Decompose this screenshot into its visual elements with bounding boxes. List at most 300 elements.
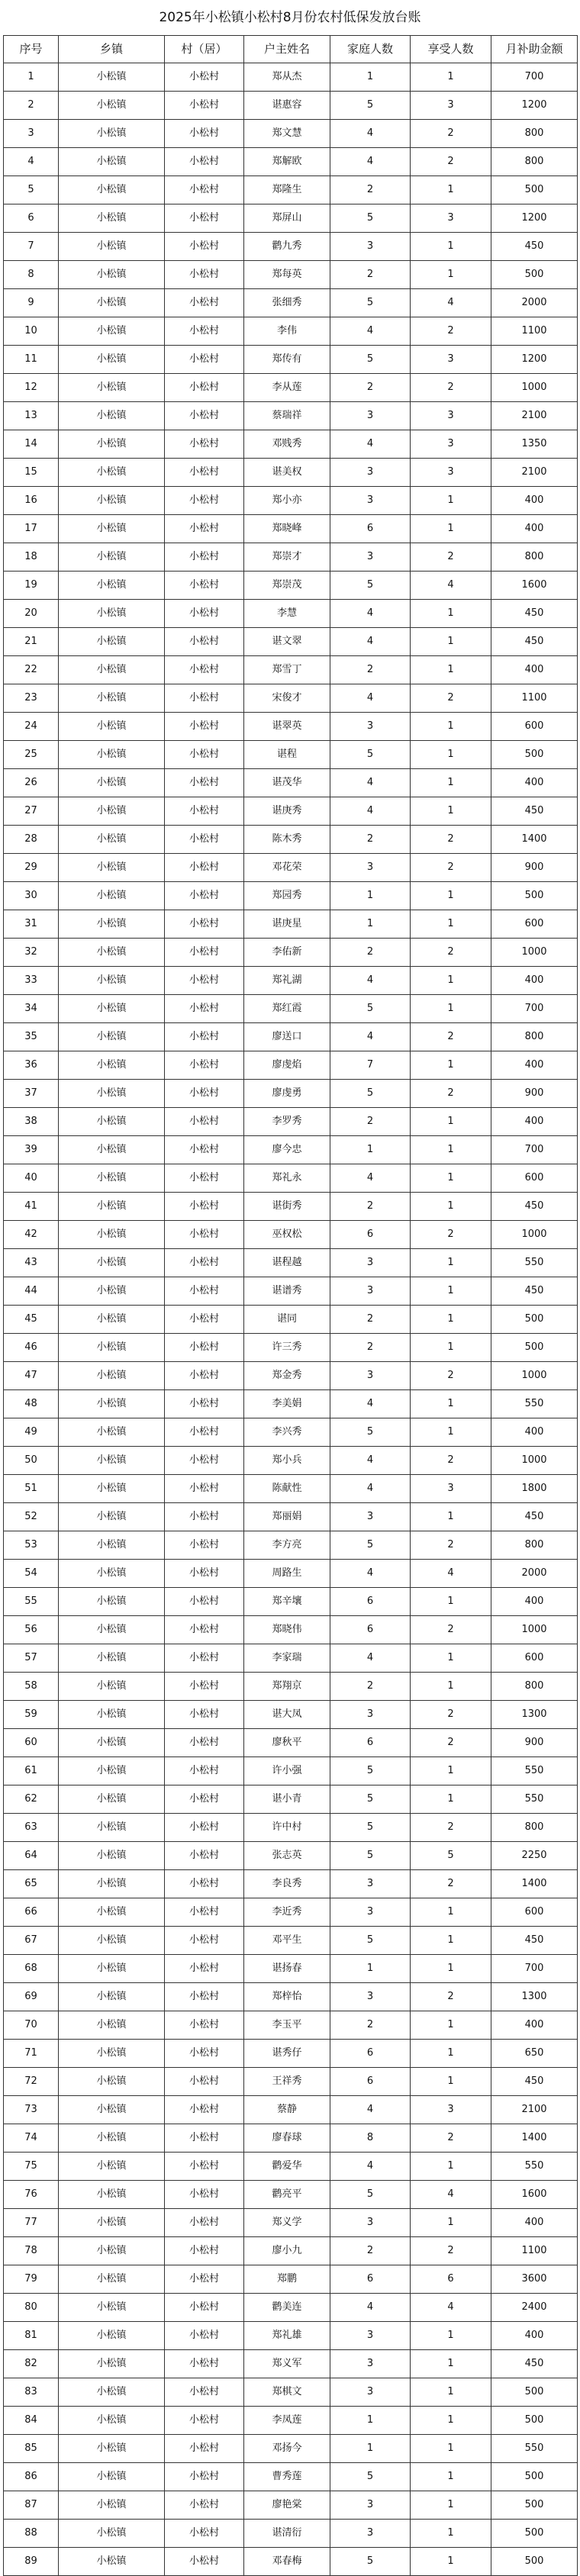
- householder-name-cell: 巫权松: [244, 1221, 330, 1249]
- beneficiaries-cell: 2: [411, 854, 491, 882]
- village-cell: 小松村: [165, 1785, 244, 1814]
- serial-number-cell: 3: [4, 120, 59, 148]
- householder-name-cell: 谌街秀: [244, 1193, 330, 1221]
- serial-number-cell: 52: [4, 1503, 59, 1531]
- township-cell: 小松镇: [59, 515, 165, 543]
- township-cell: 小松镇: [59, 261, 165, 289]
- serial-number-cell: 40: [4, 1164, 59, 1193]
- township-cell: 小松镇: [59, 459, 165, 487]
- monthly-subsidy-cell: 400: [491, 656, 578, 684]
- householder-name-cell: 李玉平: [244, 2011, 330, 2040]
- beneficiaries-cell: 3: [411, 459, 491, 487]
- beneficiaries-cell: 4: [411, 1560, 491, 1588]
- table-row: [4, 1701, 578, 1729]
- household-size-cell: 5: [330, 1842, 411, 1870]
- serial-number-cell: 12: [4, 374, 59, 402]
- beneficiaries-cell: 1: [411, 487, 491, 515]
- householder-name-cell: 许中村: [244, 1814, 330, 1842]
- village-cell: 小松村: [165, 2378, 244, 2407]
- table-row: [4, 317, 578, 346]
- householder-name-cell: 郑晓伟: [244, 1616, 330, 1644]
- household-size-cell: 5: [330, 1814, 411, 1842]
- householder-name-cell: 谌翠英: [244, 713, 330, 741]
- table-row: [4, 120, 578, 148]
- table-row: [4, 1447, 578, 1475]
- monthly-subsidy-cell: 500: [491, 1334, 578, 1362]
- village-cell: 小松村: [165, 2491, 244, 2520]
- monthly-subsidy-cell: 500: [491, 2548, 578, 2576]
- village-cell: 小松村: [165, 1249, 244, 1277]
- serial-number-cell: 21: [4, 628, 59, 656]
- beneficiaries-cell: 1: [411, 797, 491, 826]
- monthly-subsidy-cell: 450: [491, 2068, 578, 2096]
- serial-number-cell: 27: [4, 797, 59, 826]
- beneficiaries-cell: 1: [411, 2548, 491, 2576]
- beneficiaries-cell: 1: [411, 2378, 491, 2407]
- monthly-subsidy-cell: 2000: [491, 289, 578, 317]
- township-cell: 小松镇: [59, 2181, 165, 2209]
- household-size-cell: 6: [330, 2265, 411, 2294]
- village-cell: 小松村: [165, 148, 244, 176]
- village-cell: 小松村: [165, 910, 244, 939]
- serial-number-cell: 33: [4, 967, 59, 995]
- village-cell: 小松村: [165, 1560, 244, 1588]
- household-size-cell: 5: [330, 204, 411, 233]
- household-size-cell: 5: [330, 741, 411, 769]
- beneficiaries-cell: 2: [411, 1023, 491, 1051]
- township-cell: 小松镇: [59, 1644, 165, 1673]
- householder-name-cell: 郑义军: [244, 2350, 330, 2378]
- household-size-cell: 6: [330, 1221, 411, 1249]
- serial-number-cell: 6: [4, 204, 59, 233]
- township-cell: 小松镇: [59, 882, 165, 910]
- village-cell: 小松村: [165, 289, 244, 317]
- table-row: [4, 1616, 578, 1644]
- beneficiaries-cell: 3: [411, 2096, 491, 2124]
- village-cell: 小松村: [165, 430, 244, 459]
- township-cell: 小松镇: [59, 204, 165, 233]
- township-cell: 小松镇: [59, 2096, 165, 2124]
- village-cell: 小松村: [165, 176, 244, 204]
- township-cell: 小松镇: [59, 741, 165, 769]
- table-row: [4, 2153, 578, 2181]
- village-cell: 小松村: [165, 826, 244, 854]
- township-cell: 小松镇: [59, 1390, 165, 1418]
- household-size-cell: 4: [330, 1390, 411, 1418]
- serial-number-cell: 15: [4, 459, 59, 487]
- village-cell: 小松村: [165, 1503, 244, 1531]
- householder-name-cell: 李伟: [244, 317, 330, 346]
- table-row: [4, 1221, 578, 1249]
- village-cell: 小松村: [165, 2237, 244, 2265]
- householder-name-cell: 郑小兵: [244, 1447, 330, 1475]
- township-cell: 小松镇: [59, 1051, 165, 1080]
- household-size-cell: 2: [330, 1193, 411, 1221]
- household-size-cell: 4: [330, 430, 411, 459]
- monthly-subsidy-cell: 500: [491, 2463, 578, 2491]
- village-cell: 小松村: [165, 1221, 244, 1249]
- table-row: [4, 1560, 578, 1588]
- table-row: [4, 2435, 578, 2463]
- village-cell: 小松村: [165, 1983, 244, 2011]
- householder-name-cell: 郑丽娟: [244, 1503, 330, 1531]
- monthly-subsidy-cell: 1300: [491, 1983, 578, 2011]
- township-cell: 小松镇: [59, 1870, 165, 1898]
- table-row: [4, 1306, 578, 1334]
- household-size-cell: 4: [330, 797, 411, 826]
- monthly-subsidy-cell: 400: [491, 967, 578, 995]
- monthly-subsidy-cell: 1200: [491, 92, 578, 120]
- header-beneficiaries: 享受人数: [411, 36, 491, 63]
- serial-number-cell: 28: [4, 826, 59, 854]
- household-size-cell: 3: [330, 1277, 411, 1306]
- serial-number-cell: 25: [4, 741, 59, 769]
- household-size-cell: 3: [330, 233, 411, 261]
- table-row: [4, 233, 578, 261]
- householder-name-cell: 谌扬春: [244, 1955, 330, 1983]
- serial-number-cell: 49: [4, 1418, 59, 1447]
- beneficiaries-cell: 5: [411, 1842, 491, 1870]
- monthly-subsidy-cell: 2400: [491, 2294, 578, 2322]
- village-cell: 小松村: [165, 600, 244, 628]
- serial-number-cell: 56: [4, 1616, 59, 1644]
- monthly-subsidy-cell: 450: [491, 233, 578, 261]
- serial-number-cell: 51: [4, 1475, 59, 1503]
- table-row: [4, 1164, 578, 1193]
- beneficiaries-cell: 1: [411, 2040, 491, 2068]
- monthly-subsidy-cell: 500: [491, 2491, 578, 2520]
- monthly-subsidy-cell: 800: [491, 120, 578, 148]
- township-cell: 小松镇: [59, 63, 165, 92]
- table-row: [4, 1955, 578, 1983]
- township-cell: 小松镇: [59, 1588, 165, 1616]
- table-row: [4, 1334, 578, 1362]
- village-cell: 小松村: [165, 769, 244, 797]
- township-cell: 小松镇: [59, 2322, 165, 2350]
- monthly-subsidy-cell: 1300: [491, 1701, 578, 1729]
- village-cell: 小松村: [165, 741, 244, 769]
- township-cell: 小松镇: [59, 1277, 165, 1306]
- beneficiaries-cell: 1: [411, 1164, 491, 1193]
- township-cell: 小松镇: [59, 1701, 165, 1729]
- household-size-cell: 3: [330, 2378, 411, 2407]
- beneficiaries-cell: 1: [411, 1108, 491, 1136]
- village-cell: 小松村: [165, 1080, 244, 1108]
- table-row: [4, 656, 578, 684]
- beneficiaries-cell: 1: [411, 1503, 491, 1531]
- household-size-cell: 6: [330, 1729, 411, 1757]
- beneficiaries-cell: 4: [411, 2181, 491, 2209]
- household-size-cell: 7: [330, 1051, 411, 1080]
- table-row: [4, 1249, 578, 1277]
- household-size-cell: 2: [330, 2011, 411, 2040]
- beneficiaries-cell: 1: [411, 1193, 491, 1221]
- serial-number-cell: 83: [4, 2378, 59, 2407]
- monthly-subsidy-cell: 2100: [491, 402, 578, 430]
- serial-number-cell: 53: [4, 1531, 59, 1560]
- monthly-subsidy-cell: 450: [491, 797, 578, 826]
- monthly-subsidy-cell: 700: [491, 1136, 578, 1164]
- serial-number-cell: 72: [4, 2068, 59, 2096]
- village-cell: 小松村: [165, 995, 244, 1023]
- serial-number-cell: 38: [4, 1108, 59, 1136]
- village-cell: 小松村: [165, 1588, 244, 1616]
- household-size-cell: 3: [330, 2322, 411, 2350]
- monthly-subsidy-cell: 1000: [491, 1616, 578, 1644]
- householder-name-cell: 郑文慧: [244, 120, 330, 148]
- table-row: [4, 1503, 578, 1531]
- township-cell: 小松镇: [59, 2124, 165, 2153]
- household-size-cell: 3: [330, 543, 411, 572]
- monthly-subsidy-cell: 650: [491, 2040, 578, 2068]
- household-size-cell: 4: [330, 1447, 411, 1475]
- township-cell: 小松镇: [59, 1560, 165, 1588]
- table-row: [4, 374, 578, 402]
- householder-name-cell: 郑翔京: [244, 1673, 330, 1701]
- table-row: [4, 1898, 578, 1927]
- household-size-cell: 5: [330, 1757, 411, 1785]
- monthly-subsidy-cell: 400: [491, 2322, 578, 2350]
- table-row: [4, 2294, 578, 2322]
- village-cell: 小松村: [165, 92, 244, 120]
- householder-name-cell: 鹳爱华: [244, 2153, 330, 2181]
- householder-name-cell: 张志英: [244, 1842, 330, 1870]
- table-row: [4, 63, 578, 92]
- beneficiaries-cell: 1: [411, 995, 491, 1023]
- householder-name-cell: 谌庚秀: [244, 797, 330, 826]
- serial-number-cell: 41: [4, 1193, 59, 1221]
- householder-name-cell: 张细秀: [244, 289, 330, 317]
- household-size-cell: 1: [330, 910, 411, 939]
- householder-name-cell: 郑辛壤: [244, 1588, 330, 1616]
- beneficiaries-cell: 2: [411, 1447, 491, 1475]
- table-row: [4, 1588, 578, 1616]
- beneficiaries-cell: 2: [411, 120, 491, 148]
- township-cell: 小松镇: [59, 2350, 165, 2378]
- monthly-subsidy-cell: 450: [491, 600, 578, 628]
- beneficiaries-cell: 1: [411, 515, 491, 543]
- township-cell: 小松镇: [59, 2068, 165, 2096]
- householder-name-cell: 廖虔勇: [244, 1080, 330, 1108]
- village-cell: 小松村: [165, 2548, 244, 2576]
- monthly-subsidy-cell: 800: [491, 1531, 578, 1560]
- township-cell: 小松镇: [59, 2548, 165, 2576]
- beneficiaries-cell: 1: [411, 967, 491, 995]
- monthly-subsidy-cell: 550: [491, 2153, 578, 2181]
- monthly-subsidy-cell: 1400: [491, 826, 578, 854]
- beneficiaries-cell: 2: [411, 2237, 491, 2265]
- householder-name-cell: 陈木秀: [244, 826, 330, 854]
- township-cell: 小松镇: [59, 2209, 165, 2237]
- monthly-subsidy-cell: 600: [491, 1644, 578, 1673]
- monthly-subsidy-cell: 450: [491, 1193, 578, 1221]
- monthly-subsidy-cell: 400: [491, 1418, 578, 1447]
- household-size-cell: 4: [330, 1560, 411, 1588]
- table-row: [4, 713, 578, 741]
- table-row: [4, 1080, 578, 1108]
- table-row: [4, 148, 578, 176]
- village-cell: 小松村: [165, 2322, 244, 2350]
- table-row: [4, 2378, 578, 2407]
- village-cell: 小松村: [165, 2153, 244, 2181]
- beneficiaries-cell: 1: [411, 910, 491, 939]
- serial-number-cell: 23: [4, 684, 59, 713]
- township-cell: 小松镇: [59, 402, 165, 430]
- beneficiaries-cell: 1: [411, 1785, 491, 1814]
- monthly-subsidy-cell: 1600: [491, 572, 578, 600]
- village-cell: 小松村: [165, 374, 244, 402]
- household-size-cell: 1: [330, 2407, 411, 2435]
- village-cell: 小松村: [165, 1051, 244, 1080]
- serial-number-cell: 60: [4, 1729, 59, 1757]
- monthly-subsidy-cell: 2250: [491, 1842, 578, 1870]
- township-cell: 小松镇: [59, 1136, 165, 1164]
- village-cell: 小松村: [165, 261, 244, 289]
- beneficiaries-cell: 1: [411, 1277, 491, 1306]
- monthly-subsidy-cell: 700: [491, 1955, 578, 1983]
- householder-name-cell: 许三秀: [244, 1334, 330, 1362]
- township-cell: 小松镇: [59, 1221, 165, 1249]
- table-row: [4, 289, 578, 317]
- household-size-cell: 4: [330, 2153, 411, 2181]
- householder-name-cell: 谌同: [244, 1306, 330, 1334]
- household-size-cell: 3: [330, 1249, 411, 1277]
- monthly-subsidy-cell: 700: [491, 995, 578, 1023]
- household-size-cell: 5: [330, 346, 411, 374]
- household-size-cell: 3: [330, 2350, 411, 2378]
- beneficiaries-cell: 1: [411, 1390, 491, 1418]
- serial-number-cell: 54: [4, 1560, 59, 1588]
- householder-name-cell: 李罗秀: [244, 1108, 330, 1136]
- table-row: [4, 92, 578, 120]
- household-size-cell: 4: [330, 1023, 411, 1051]
- beneficiaries-cell: 1: [411, 882, 491, 910]
- village-cell: 小松村: [165, 63, 244, 92]
- village-cell: 小松村: [165, 1673, 244, 1701]
- householder-name-cell: 郑从杰: [244, 63, 330, 92]
- township-cell: 小松镇: [59, 684, 165, 713]
- header-householder-name: 户主姓名: [244, 36, 330, 63]
- header-row: [4, 36, 578, 63]
- village-cell: 小松村: [165, 967, 244, 995]
- householder-name-cell: 谌茂华: [244, 769, 330, 797]
- monthly-subsidy-cell: 1100: [491, 317, 578, 346]
- township-cell: 小松镇: [59, 1814, 165, 1842]
- householder-name-cell: 谌美权: [244, 459, 330, 487]
- serial-number-cell: 35: [4, 1023, 59, 1051]
- monthly-subsidy-cell: 600: [491, 910, 578, 939]
- serial-number-cell: 9: [4, 289, 59, 317]
- table-row: [4, 459, 578, 487]
- township-cell: 小松镇: [59, 1306, 165, 1334]
- household-size-cell: 2: [330, 1306, 411, 1334]
- township-cell: 小松镇: [59, 2463, 165, 2491]
- village-cell: 小松村: [165, 2520, 244, 2548]
- beneficiaries-cell: 2: [411, 1221, 491, 1249]
- table-row: [4, 1362, 578, 1390]
- table-row: [4, 1390, 578, 1418]
- serial-number-cell: 80: [4, 2294, 59, 2322]
- householder-name-cell: 邓扬今: [244, 2435, 330, 2463]
- household-size-cell: 5: [330, 1080, 411, 1108]
- beneficiaries-cell: 1: [411, 769, 491, 797]
- serial-number-cell: 70: [4, 2011, 59, 2040]
- serial-number-cell: 42: [4, 1221, 59, 1249]
- village-cell: 小松村: [165, 1729, 244, 1757]
- householder-name-cell: 谌谱秀: [244, 1277, 330, 1306]
- township-cell: 小松镇: [59, 2153, 165, 2181]
- village-cell: 小松村: [165, 2435, 244, 2463]
- serial-number-cell: 61: [4, 1757, 59, 1785]
- monthly-subsidy-cell: 800: [491, 1814, 578, 1842]
- householder-name-cell: 曹秀莲: [244, 2463, 330, 2491]
- table-row: [4, 2096, 578, 2124]
- monthly-subsidy-cell: 1000: [491, 374, 578, 402]
- serial-number-cell: 79: [4, 2265, 59, 2294]
- householder-name-cell: 王祥秀: [244, 2068, 330, 2096]
- serial-number-cell: 26: [4, 769, 59, 797]
- table-row: [4, 2209, 578, 2237]
- table-row: [4, 572, 578, 600]
- household-size-cell: 5: [330, 2548, 411, 2576]
- beneficiaries-cell: 1: [411, 1588, 491, 1616]
- village-cell: 小松村: [165, 1108, 244, 1136]
- serial-number-cell: 77: [4, 2209, 59, 2237]
- village-cell: 小松村: [165, 1023, 244, 1051]
- table-row: [4, 2407, 578, 2435]
- serial-number-cell: 17: [4, 515, 59, 543]
- beneficiaries-cell: 1: [411, 2350, 491, 2378]
- household-size-cell: 5: [330, 1531, 411, 1560]
- monthly-subsidy-cell: 1400: [491, 1870, 578, 1898]
- monthly-subsidy-cell: 800: [491, 1673, 578, 1701]
- household-size-cell: 3: [330, 1503, 411, 1531]
- township-cell: 小松镇: [59, 600, 165, 628]
- household-size-cell: 5: [330, 995, 411, 1023]
- table-row: [4, 882, 578, 910]
- beneficiaries-cell: 2: [411, 1616, 491, 1644]
- village-cell: 小松村: [165, 1277, 244, 1306]
- serial-number-cell: 48: [4, 1390, 59, 1418]
- monthly-subsidy-cell: 500: [491, 261, 578, 289]
- serial-number-cell: 14: [4, 430, 59, 459]
- beneficiaries-cell: 2: [411, 1814, 491, 1842]
- household-size-cell: 1: [330, 2435, 411, 2463]
- village-cell: 小松村: [165, 1164, 244, 1193]
- monthly-subsidy-cell: 2100: [491, 2096, 578, 2124]
- table-row: [4, 204, 578, 233]
- serial-number-cell: 71: [4, 2040, 59, 2068]
- serial-number-cell: 36: [4, 1051, 59, 1080]
- beneficiaries-cell: 1: [411, 628, 491, 656]
- village-cell: 小松村: [165, 2181, 244, 2209]
- householder-name-cell: 李兴秀: [244, 1418, 330, 1447]
- household-size-cell: 4: [330, 600, 411, 628]
- township-cell: 小松镇: [59, 995, 165, 1023]
- monthly-subsidy-cell: 1100: [491, 2237, 578, 2265]
- householder-name-cell: 邓春梅: [244, 2548, 330, 2576]
- householder-name-cell: 廖送口: [244, 1023, 330, 1051]
- beneficiaries-cell: 2: [411, 1080, 491, 1108]
- header-village: 村（居）: [165, 36, 244, 63]
- householder-name-cell: 郑鹏: [244, 2265, 330, 2294]
- township-cell: 小松镇: [59, 289, 165, 317]
- township-cell: 小松镇: [59, 2407, 165, 2435]
- household-size-cell: 4: [330, 148, 411, 176]
- household-size-cell: 4: [330, 769, 411, 797]
- table-row: [4, 1023, 578, 1051]
- township-cell: 小松镇: [59, 543, 165, 572]
